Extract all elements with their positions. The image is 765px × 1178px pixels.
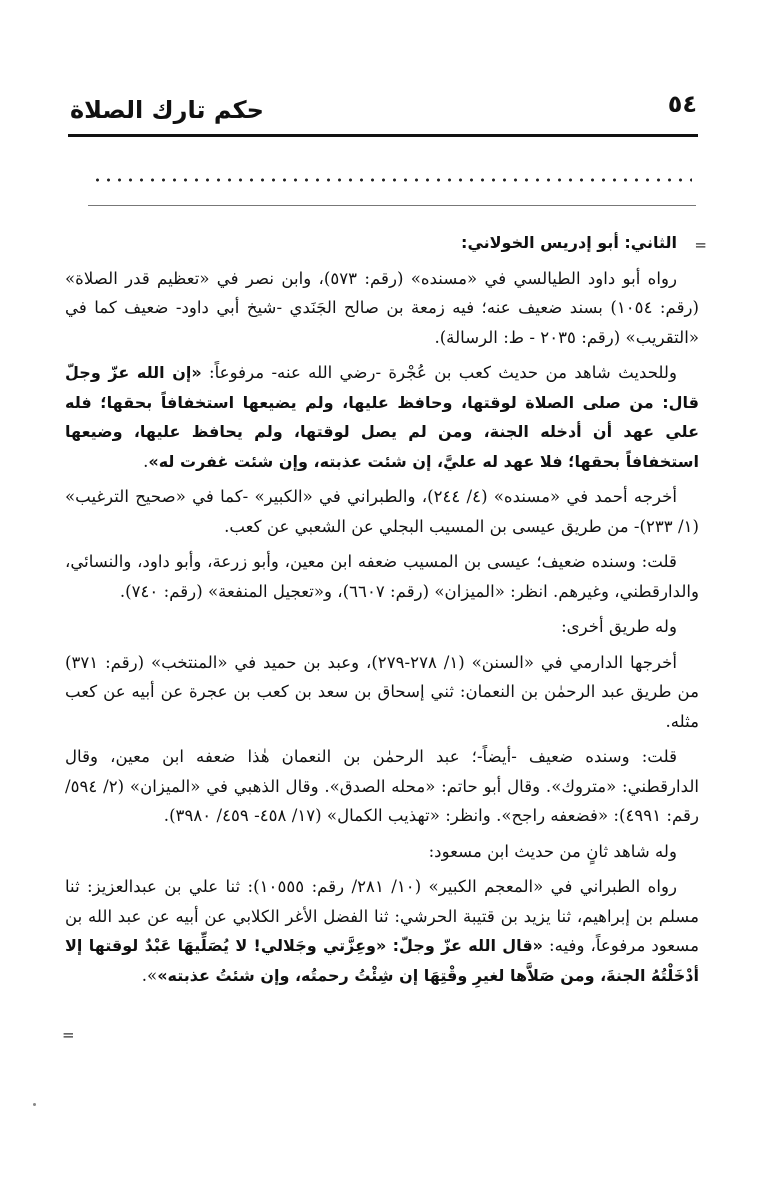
continuation-mark-bottom: = bbox=[62, 1026, 75, 1044]
hadith-quote-kaab: «إن الله عزّ وجلّ قال: من صلى الصلاة لوقتها، وحافظ عليها، ولم يضيعها استخفافاً بحقها؛ فله علي عهد أن أدخله الجنة، ومن لم يصل لوقتها، ولم يحافظ عليها، وضيعها استخفافاً بحقها؛ فلا عهد له عليَّ، إن شئت عذبته، وإن شئت غفرت له» bbox=[65, 363, 699, 471]
paragraph-10-end: ». bbox=[141, 965, 158, 985]
paragraph-3-end: . bbox=[143, 451, 149, 471]
footnote-body bbox=[65, 228, 699, 996]
page-number: ٥٤ bbox=[667, 90, 697, 118]
paragraph-10-intro: رواه الطبراني في «المعجم الكبير» (١٠/ ٢٨١/ رقم: ١٠٥٥٥): ثنا علي بن عبدالعزيز: ثنا مسلم بن إبراهيم، ثنا يزيد بن قتيبة الحرشي: ثنا الفضل الأغر الكلابي عن أبيه عن عبد الله بن مسعود مرفوعاً، وفيه: bbox=[65, 877, 699, 955]
paragraph-heading: الثاني: أبو إدريس الخولاني: bbox=[461, 233, 677, 252]
hadith-quote-ibn-masud: «قال الله عزّ وجلّ: «وعِزَّتي وجَلالي! لا يُصَلِّيهَا عَبْدٌ لوقتها إلا أدْخَلْتُهُ الجنةَ، ومن صَلاَّها لغيرِ وقْتِهَا إن شِئْتُ رحمتُه، وإن شئتُ عذبته» bbox=[65, 936, 699, 985]
paragraph-9: وله شاهد ثانٍ من حديث ابن مسعود: bbox=[428, 841, 677, 861]
paragraph-5: قلت: وسنده ضعيف؛ عيسى بن المسيب ضعفه ابن معين، وأبو زرعة، وأبو داود، والنسائي، والدارقطني، وغيرهم. انظر: «الميزان» (رقم: ٦٦٠٧)، و«تعجيل المنفعة» (رقم: ٧٤٠). bbox=[65, 552, 699, 601]
paragraph-3 bbox=[65, 358, 699, 476]
paragraph-8: قلت: وسنده ضعيف -أيضاً-؛ عبد الرحمٰن بن النعمان هٰذا ضعفه ابن معين، وقال الدارقطني: «متروك». وقال أبو حاتم: «محله الصدق». وقال الذهبي في «الميزان» (٢/ ٥٩٤/ رقم: ٤٩٩١): «فضعفه راجح». وانظر: «تهذيب الكمال» (١٧/ ٤٥٨- ٤٥٩/ ٣٩٨٠). bbox=[65, 747, 700, 825]
footnote-rule bbox=[88, 205, 696, 206]
continuation-mark-top: = bbox=[694, 236, 707, 254]
paragraph-6: وله طريق أخرى: bbox=[561, 617, 677, 636]
scan-speck bbox=[33, 1103, 36, 1106]
running-title: حكم تارك الصلاة bbox=[70, 96, 264, 124]
header-rule bbox=[68, 134, 698, 137]
paragraph-2: رواه أبو داود الطيالسي في «مسنده» (رقم: ٥٧٣)، وابن نصر في «تعظيم قدر الصلاة» (رقم: ١٠٥٤) بسند ضعيف عنه؛ فيه زمعة بن صالح الجَنَدي -شيخ أبي داود- ضعيف كما في «التقريب» (رقم: ٢٠٣٥ - ط: الرسالة). bbox=[65, 268, 699, 347]
paragraph-7: أخرجها الدارمي في «السنن» (١/ ٢٧٨-٢٧٩)، وعبد بن حميد في «المنتخب» (رقم: ٣٧١) من طريق عبد الرحمٰن بن النعمان: ثني إسحاق بن سعد بن كعب بن عجرة عن أبيه عن كعب مثله. bbox=[65, 652, 699, 731]
paragraph-10 bbox=[65, 872, 699, 990]
paragraph-4: أخرجه أحمد في «مسنده» (٤/ ٢٤٤)، والطبراني في «الكبير» -كما في «صحيح الترغيب» (١/ ٢٣٣)- من طريق عيسى بن المسيب البجلي عن الشعبي عن كعب. bbox=[65, 487, 699, 536]
paragraph-3-intro: وللحديث شاهد من حديث كعب بن عُجْرة -رضي الله عنه- مرفوعاً: bbox=[201, 363, 677, 382]
dotted-separator bbox=[92, 178, 692, 182]
